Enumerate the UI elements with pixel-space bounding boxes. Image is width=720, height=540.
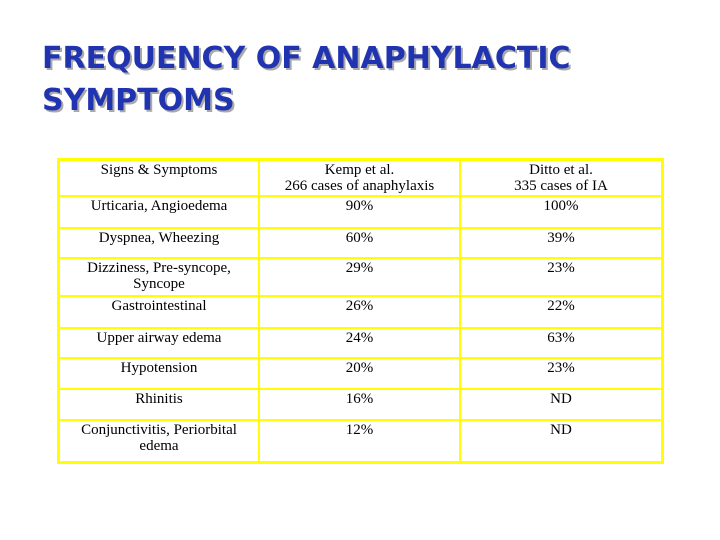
table-row [60,358,661,389]
kemp-cell: 29% [259,258,460,296]
kemp-cell: 26% [259,296,460,328]
symptom-cell: Rhinitis [60,389,259,420]
slide-title-line-2: SYMPTOMS [42,83,235,118]
table-row [60,228,661,258]
header-kemp [259,161,460,196]
symptom-cell: Dizziness, Pre-syncope, Syncope [60,258,259,296]
symptom-cell: Conjunctivitis, Periorbital edema [60,420,259,461]
symptom-cell: Gastrointestinal [60,296,259,328]
table-row [60,258,661,296]
kemp-cell: 24% [259,328,460,358]
kemp-cell: 90% [259,196,460,228]
slide-title-line-1: FREQUENCY OF ANAPHYLACTIC [42,41,571,76]
kemp-cell: 60% [259,228,460,258]
ditto-cell: ND [460,389,661,420]
header-subline: 266 cases of anaphylaxis [284,178,435,194]
table-row [60,196,661,228]
symptom-cell: Hypotension [60,358,259,389]
kemp-cell: 12% [259,420,460,461]
header-line: Ditto et al. [529,162,593,178]
slide-title [42,38,571,122]
symptoms-table-frame [57,158,664,464]
kemp-cell: 20% [259,358,460,389]
ditto-cell: 39% [460,228,661,258]
table-row [60,420,661,461]
ditto-cell: 23% [460,358,661,389]
ditto-cell: 63% [460,328,661,358]
ditto-cell: 22% [460,296,661,328]
ditto-cell: 23% [460,258,661,296]
symptom-cell: Upper airway edema [60,328,259,358]
header-line: Signs & Symptoms [100,162,218,178]
symptom-cell: Dyspnea, Wheezing [60,228,259,258]
ditto-cell: 100% [460,196,661,228]
header-signs-symptoms [60,161,259,196]
table-row [60,328,661,358]
header-line: Kemp et al. [324,162,395,178]
header-ditto [460,161,661,196]
table-header-row [60,161,661,196]
ditto-cell: ND [460,420,661,461]
symptom-cell: Urticaria, Angioedema [60,196,259,228]
kemp-cell: 16% [259,389,460,420]
header-subline: 335 cases of IA [514,178,608,194]
table-row [60,296,661,328]
table-row [60,389,661,420]
symptoms-table [60,161,661,461]
